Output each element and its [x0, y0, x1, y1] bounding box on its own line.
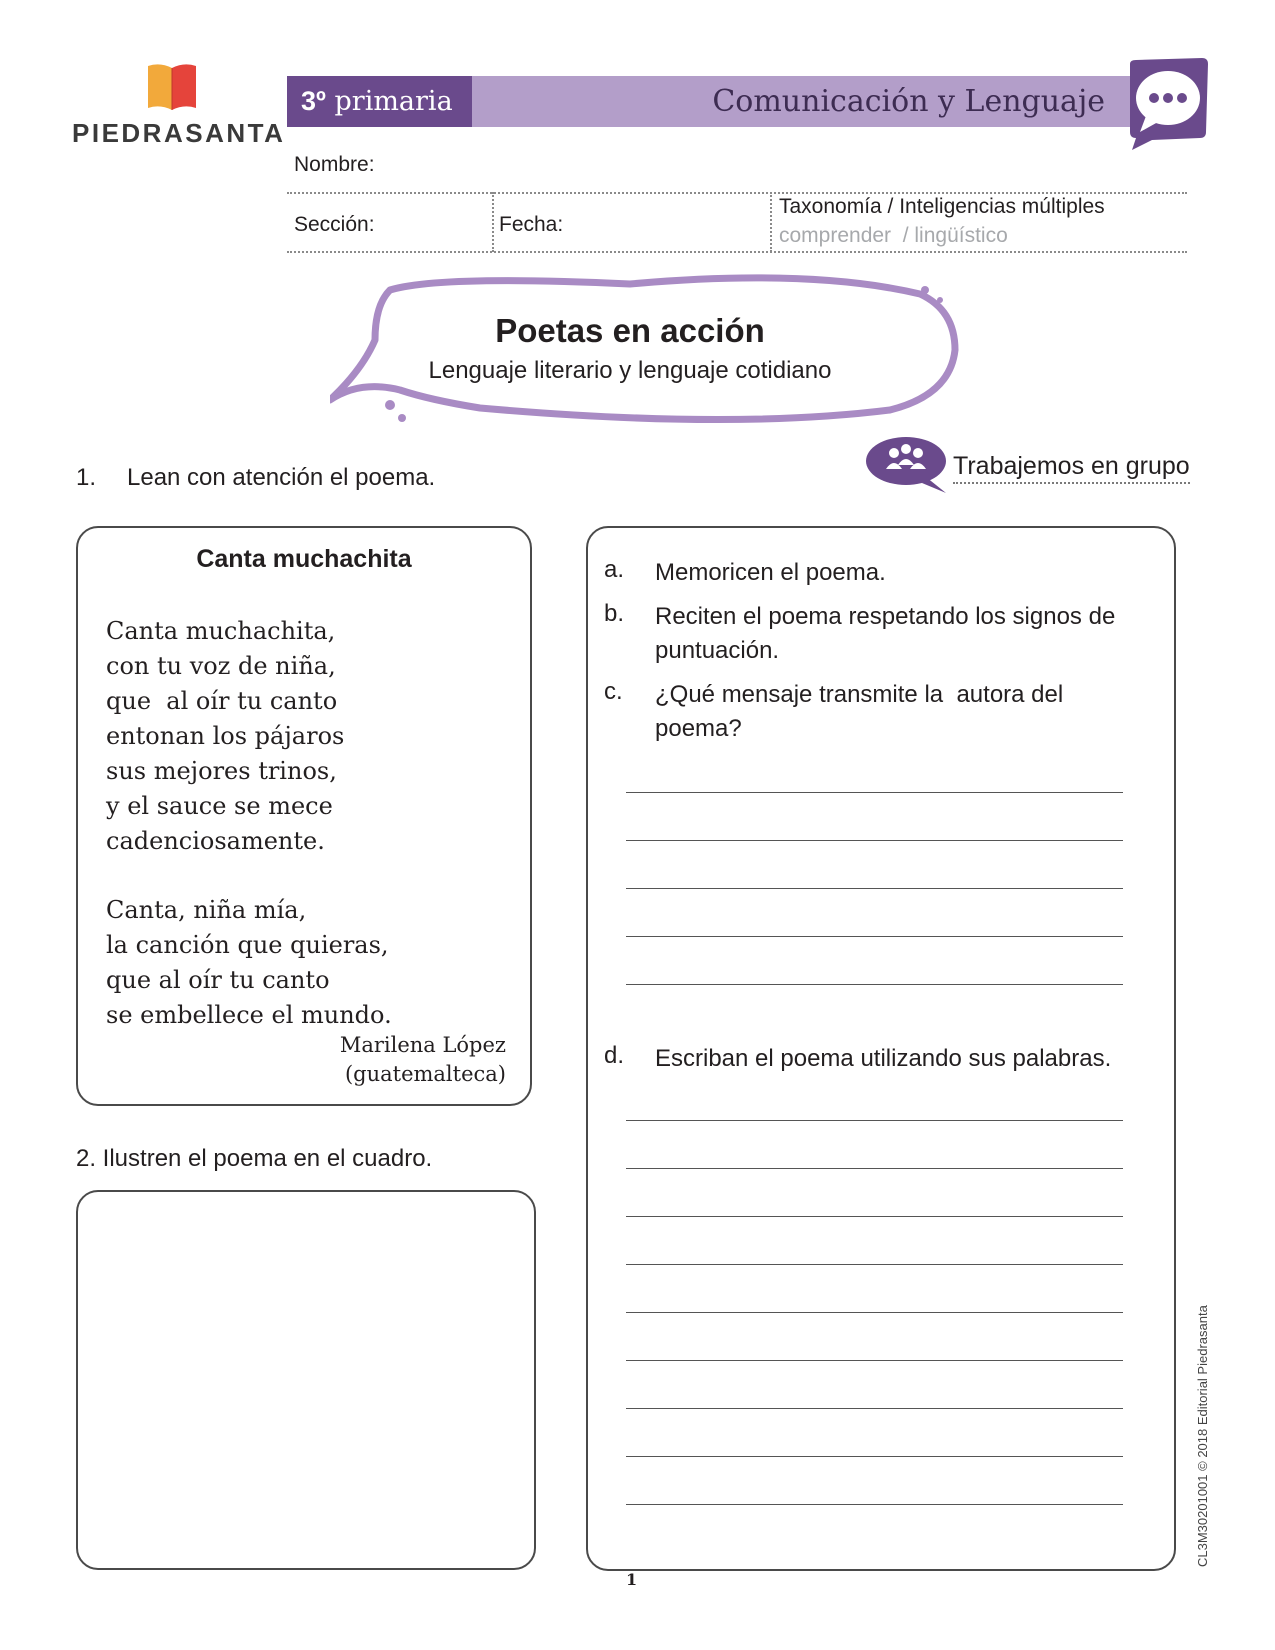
divider	[287, 251, 1187, 253]
taxonomy-label: Taxonomía / Inteligencias múltiples	[779, 195, 1105, 218]
answer-line[interactable]	[626, 1264, 1123, 1265]
poem-line: entonan los pájaros	[106, 722, 345, 750]
speech-bubble-icon	[1122, 58, 1208, 150]
poem-line: cadenciosamente.	[106, 827, 325, 855]
copyright-code: CL3M30201001 © 2018 Editorial Piedrasanta	[1195, 1305, 1210, 1567]
grade-label	[287, 76, 472, 127]
divider	[287, 192, 1187, 194]
question-text: 2. Ilustren el poema en el cuadro.	[76, 1145, 433, 1172]
answer-line[interactable]	[626, 1456, 1123, 1457]
poem-line: sus mejores trinos,	[106, 757, 337, 785]
answer-line[interactable]	[626, 792, 1123, 793]
poem-author-origin: (guatemalteca)	[344, 1062, 506, 1086]
poem-line: y el sauce se mece	[106, 792, 333, 820]
poem-line: la canción que quieras,	[106, 931, 389, 959]
page-number: 1	[626, 1570, 638, 1589]
answer-line[interactable]	[626, 936, 1123, 937]
brand-name: PIEDRASANTA	[72, 118, 286, 148]
answer-line[interactable]	[626, 1168, 1123, 1169]
group-work-label: Trabajemos en grupo	[953, 452, 1190, 484]
title-bubble-shape	[330, 270, 980, 435]
answer-line[interactable]	[626, 1504, 1123, 1505]
poem-line: que al oír tu canto	[106, 687, 338, 715]
question-number: 1.	[76, 464, 97, 491]
poem-line: Canta muchachita,	[106, 617, 336, 645]
grade-number: 3	[301, 86, 317, 116]
divider	[492, 192, 494, 252]
date-label: Fecha:	[499, 213, 564, 236]
poem-line: que al oír tu canto	[106, 966, 330, 994]
page-title: Poetas en acción	[495, 312, 765, 349]
grade-word: primaria	[334, 86, 453, 117]
activity-text: Escriban el poema utilizando sus palabras.	[655, 1045, 1112, 1072]
answer-line[interactable]	[626, 888, 1123, 889]
activity-text: ¿Qué mensaje transmite la autora del poema?	[655, 681, 1070, 742]
poem-line: se embellece el mundo.	[106, 1001, 392, 1029]
poem-line: con tu voz de niña,	[106, 652, 336, 680]
divider	[770, 192, 772, 252]
activity-letter: a.	[604, 556, 625, 583]
poem-title: Canta muchachita	[196, 545, 412, 573]
poem-line: Canta, niña mía,	[106, 896, 307, 924]
subject-title: Comunicación y Lenguaje	[712, 84, 1105, 119]
answer-line[interactable]	[626, 1120, 1123, 1121]
answer-line[interactable]	[626, 840, 1123, 841]
activity-text: Memoricen el poema.	[655, 559, 886, 586]
piedrasanta-logo-icon	[146, 62, 198, 112]
group-people-icon	[866, 437, 952, 493]
activity-letter: c.	[604, 678, 623, 705]
illustration-box[interactable]	[76, 1190, 536, 1570]
taxonomy-value: comprender / lingüístico	[779, 224, 1008, 247]
activity-text: Reciten el poema respetando los signos de puntuación.	[655, 603, 1116, 664]
answer-line[interactable]	[626, 984, 1123, 985]
name-label: Nombre:	[294, 153, 375, 176]
activity-letter: d.	[604, 1042, 625, 1069]
question-text: Lean con atención el poema.	[127, 464, 436, 491]
answer-line[interactable]	[626, 1408, 1123, 1409]
grade-ordinal: º	[316, 86, 326, 116]
answer-line[interactable]	[626, 1360, 1123, 1361]
answer-line[interactable]	[626, 1216, 1123, 1217]
answer-line[interactable]	[626, 1312, 1123, 1313]
section-label: Sección:	[294, 213, 375, 236]
poem-author: Marilena López	[339, 1033, 506, 1057]
page-subtitle: Lenguaje literario y lenguaje cotidiano	[428, 357, 832, 384]
activity-letter: b.	[604, 600, 625, 627]
